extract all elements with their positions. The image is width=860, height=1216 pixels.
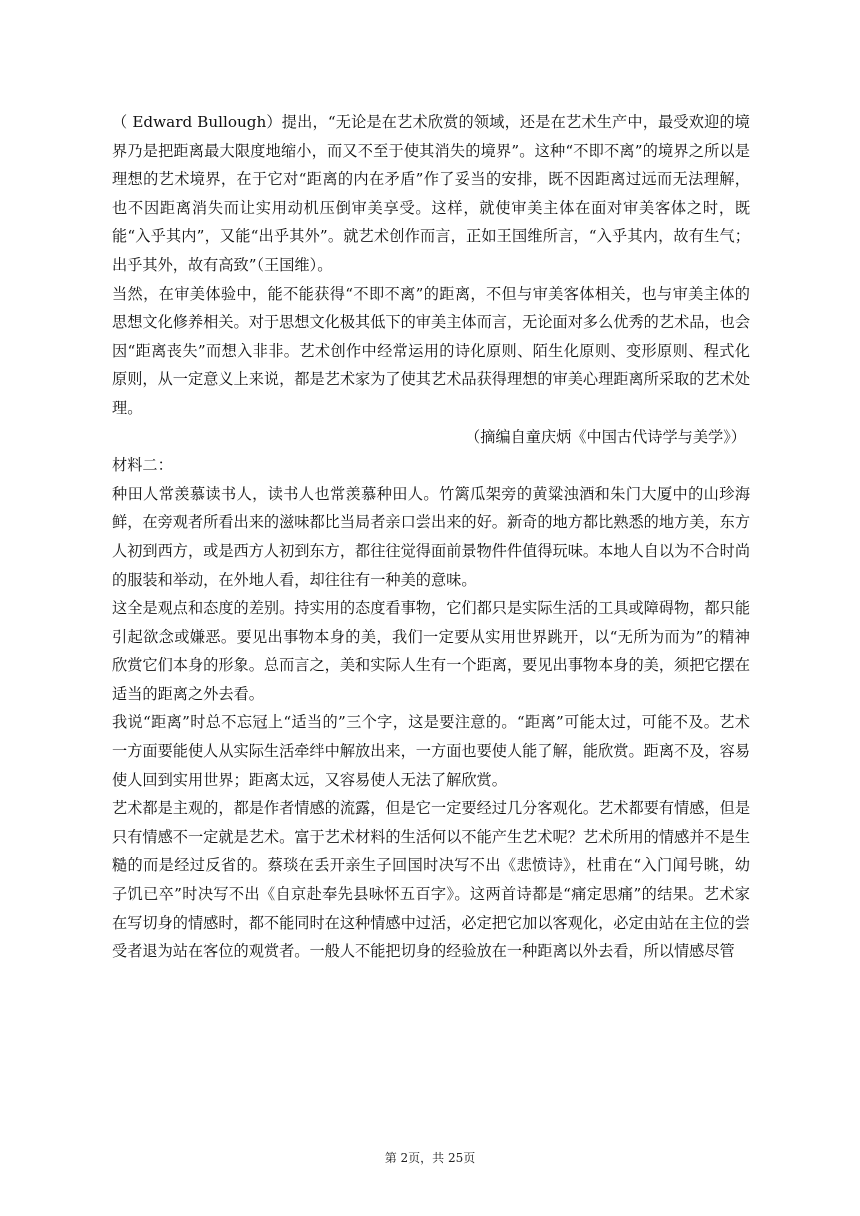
source-citation: （摘编自童庆炳《中国古代诗学与美学》） (465, 427, 746, 446)
paragraph-aesthetic-subject: 当然，在审美体验中，能不能获得“不即不离”的距离，不但与审美客体相关，也与审美主体的思想文化修养相关。对于思想文化极其低下的审美主体而言，无论面对多么优秀的艺术品，也会因“距离丧失”而想入非非。艺术创作中经常运用的诗化原则、陌生化原则、变形原则、程式化原则，从一定意义上来说，都是艺术家为了使其艺术品获得理想的审美心理距离所采取的艺术处理。 (112, 284, 750, 417)
paragraph-attitude-difference: 这全是观点和态度的差别。持实用的态度看事物，它们都只是实际生活的工具或障碍物，都只能引起欲念或嫌恶。要见出事物本身的美，我们一定要从实用世界跳开，以“无所为而为”的精神欣赏它们本身的形象。总而言之，美和实际人生有一个距离，要见出事物本身的美，须把它摆在适当的距离之外去看。 (112, 599, 750, 703)
material-two-label: 材料二： (112, 456, 173, 475)
page-number-footer: 第 2页，共 25页 (384, 1151, 476, 1165)
paragraph-art-subjective: 艺术都是主观的，都是作者情感的流露，但是它一定要经过几分客观化。艺术都要有情感，但是只有情感不一定就是艺术。富于艺术材料的生活何以不能产生艺术呢？艺术所用的情感并不是生糙的而是经过反省的。蔡琰在丢开亲生子回国时决写不出《悲愤诗》，杜甫在“入门闻号眺，幼子饥已卒”时决写不出《自京赴奉先县咏怀五百字》。这两首诗都是“痛定思痛”的结果。艺术家在写切身的情感时，都不能同时在这种情感中过活，必定把它加以客观化，必定由站在主位的尝受者退为站在客位的观赏者。一般人不能把切身的经验放在一种距离以外去看，所以情感尽管 (112, 799, 750, 961)
paragraph-bullough: （ Edward Bullough）提出，“无论是在艺术欣赏的领域，还是在艺术生产中，最受欢迎的境界乃是把距离最大限度地缩小，而又不至于使其消失的境界”。这种“不即不离”的境界之所以是理想的艺术境界，在于它对“距离的内在矛盾”作了妥当的安排，既不因距离过远而无法理解，也不因距离消失而让实用动机压倒审美享受。这样，就使审美主体在面对审美客体之时，既能“入乎其内”，又能“出乎其外”。就艺术创作而言，正如王国维所言，“入乎其内，故有生气；出乎其外，故有高致”（王国维）。 (112, 113, 750, 274)
paragraph-appropriate-distance: 我说“距离”时总不忘冠上“适当的”三个字，这是要注意的。“距离”可能太过，可能不及。艺术一方面要能使人从实际生活牵绊中解放出来，一方面也要使人能了解，能欣赏。距离不及，容易使人回到实用世界；距离太远，又容易使人无法了解欣赏。 (112, 713, 750, 789)
document-body (112, 108, 750, 966)
paragraph-farmer-scholar: 种田人常羡慕读书人，读书人也常羡慕种田人。竹篱瓜架旁的黄粱浊酒和朱门大厦中的山珍海鲜，在旁观者所看出来的滋味都比当局者亲口尝出来的好。新奇的地方都比熟悉的地方美，东方人初到西方，或是西方人初到东方，都往往觉得面前景物件件值得玩味。本地人自以为不合时尚的服装和举动，在外地人看，却往往有一种美的意味。 (112, 484, 750, 589)
